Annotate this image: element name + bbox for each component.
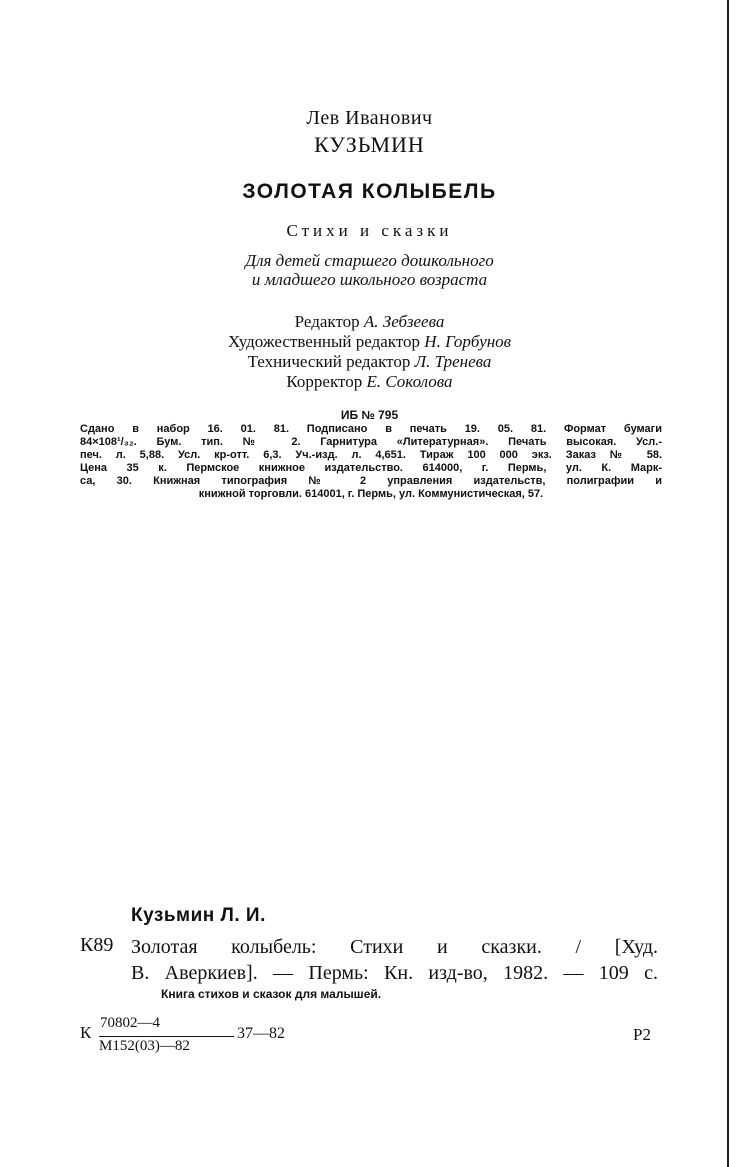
audience-line-1: Для детей старшего дошкольного (245, 251, 494, 270)
credit-role: Редактор (294, 312, 360, 331)
page-edge-line (727, 0, 729, 1167)
credit-name: А. Зебзеева (363, 312, 445, 331)
imprint-line: са, 30. Книжная типография № 2 управления издательств, полиграфии и (80, 475, 662, 487)
imprint-line: Цена 35 к. Пермское книжное издательство. 614000, г. Пермь, ул. К. Марк- (80, 462, 662, 474)
credit-name: Л. Тренева (414, 352, 492, 371)
credit-art-editor (0, 332, 739, 352)
audience-line-2: и младшего школьного возраста (251, 270, 488, 289)
credits-block (0, 312, 739, 392)
book-title: ЗОЛОТАЯ КОЛЫБЕЛЬ (242, 180, 497, 203)
credit-editor (0, 312, 739, 332)
ib-number: ИБ № 795 (340, 408, 399, 422)
catalog-author: Кузьмин Л. И. (131, 905, 266, 926)
catalog-desc-line: Золотая колыбель: Стихи и сказки. / [Худ. (131, 936, 658, 958)
credit-name: Н. Горбунов (424, 332, 512, 351)
author-last-name: КУЗЬМИН (314, 132, 425, 157)
catalog-fraction-bottom: М152(03)—82 (99, 1038, 190, 1054)
catalog-right-code: Р2 (633, 1025, 651, 1044)
imprint-line: книжной торговли. 614001, г. Пермь, ул. Коммунистическая, 57. (198, 488, 544, 500)
imprint-block (80, 423, 662, 501)
catalog-fraction-top: 70802—4 (100, 1015, 160, 1031)
credit-role: Художественный редактор (227, 332, 421, 351)
imprint-line: Сдано в набор 16. 01. 81. Подписано в печать 19. 05. 81. Формат бумаги (80, 423, 662, 435)
catalog-code: К89 (80, 934, 114, 956)
catalog-description (131, 934, 658, 986)
credit-role: Технический редактор (247, 352, 411, 371)
imprint-line: 84×108¹/₃₂. Бум. тип. № 2. Гарнитура «Литературная». Печать высокая. Усл.- (80, 436, 662, 448)
credit-tech-editor (0, 352, 739, 372)
catalog-fraction-right: 37—82 (237, 1025, 285, 1042)
imprint-line: печ. л. 5,88. Усл. кр-отт. 6,3. Уч.-изд. л. 4,651. Тираж 100 000 экз. Заказ № 58. (80, 449, 662, 461)
catalog-class-letter: К (80, 1023, 92, 1042)
catalog-annotation: Книга стихов и сказок для малышей. (161, 987, 382, 1001)
credit-proofreader (0, 372, 739, 392)
author-first-names: Лев Иванович (306, 107, 433, 129)
credit-name: Е. Соколова (366, 372, 453, 391)
catalog-desc-line: В. Аверкиев]. — Пермь: Кн. изд-во, 1982. — 109 с. (131, 962, 658, 984)
catalog-fraction-line (99, 1036, 234, 1037)
book-subtitle: Стихи и сказки (286, 221, 453, 240)
credit-role: Корректор (286, 372, 363, 391)
